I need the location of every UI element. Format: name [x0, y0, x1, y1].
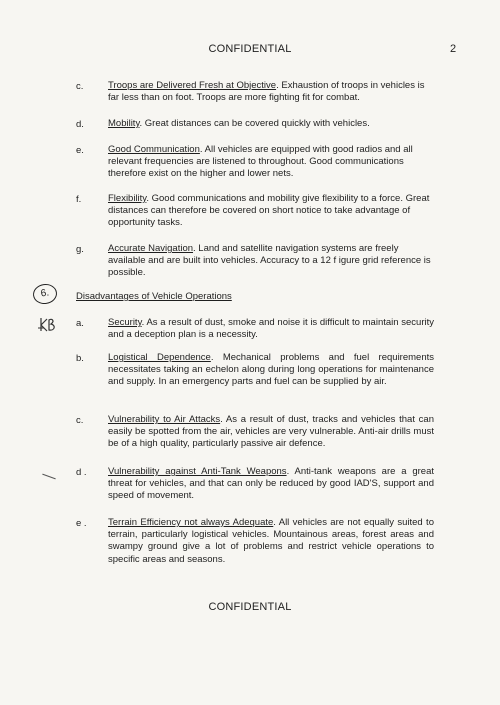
item-text — [108, 193, 434, 230]
item-body: . As a result of dust, tracks and vehicles that can easily be spotted from the air, vehicles are very vulnerable. Anti-air drills must be of a high quality, particularly passive air defence. — [108, 414, 434, 450]
item-label: e . — [76, 518, 87, 529]
item-heading: Good Communication — [108, 144, 200, 155]
item-heading: Terrain Efficiency not always Adequate — [108, 517, 274, 528]
section-number-circle: 6. — [32, 282, 59, 305]
item-body: . Good communications and mobility give flexibility to a force. Great distances can therefore be covered on short notice to take advantage of opportunity tasks. — [108, 193, 430, 229]
item-text — [108, 144, 434, 181]
item-label: f. — [76, 194, 82, 205]
item-heading: Mobility — [108, 118, 140, 129]
item-label: b. — [76, 353, 84, 364]
handwritten-stroke — [42, 474, 55, 480]
item-text — [108, 517, 434, 566]
item-heading: Logistical Dependence — [108, 352, 211, 363]
handwritten-initials-icon — [38, 316, 60, 334]
item-label: g. — [76, 244, 84, 255]
item-label: d . — [76, 467, 87, 478]
item-text — [108, 352, 434, 389]
item-text — [108, 118, 434, 130]
page-number: 2 — [450, 43, 457, 55]
item-text — [108, 80, 434, 104]
item-label: c. — [76, 81, 84, 92]
item-body: . Land and satellite navigation systems are freely available and are built into vehicles. Accuracy to a 12 f igure grid reference is possible. — [108, 243, 431, 279]
item-label: e. — [76, 145, 84, 156]
item-heading: Vulnerability against Anti-Tank Weapons — [108, 466, 287, 477]
item-heading: Vulnerability to Air Attacks — [108, 414, 221, 425]
item-body: . As a result of dust, smoke and noise it is difficult to maintain security and a deception plan is a necessity. — [108, 317, 434, 341]
item-body: . All vehicles are not equally suited to terrain, particularly logistical vehicles. Mountainous areas, forest areas and swampy ground give a lot of problems and restrict vehicle operations to specific areas and seasons. — [108, 517, 434, 565]
item-label: a. — [76, 318, 84, 329]
item-text — [108, 317, 434, 341]
item-label: d. — [76, 119, 84, 130]
item-heading: Security — [108, 317, 142, 328]
item-body: . Mechanical problems and fuel requirements necessitates taking an echelon along during long operations for maintenance and supply. In an emergency parts and fuel can be supplied by air. — [108, 352, 434, 388]
item-body: . Great distances can be covered quickly with vehicles. — [139, 118, 370, 129]
header-classification: CONFIDENTIAL — [208, 43, 292, 55]
item-label: c. — [76, 415, 84, 426]
item-heading: Accurate Navigation — [108, 243, 194, 254]
section-title: Disadvantages of Vehicle Operations — [76, 291, 232, 302]
item-body: . All vehicles are equipped with good radios and all relevant frequencies are listened to throughout. Good communications therefore exist on the higher and lower nets. — [108, 144, 413, 180]
item-text — [108, 466, 434, 503]
item-heading: Troops are Delivered Fresh at Objective — [108, 80, 277, 91]
footer-classification: CONFIDENTIAL — [208, 601, 292, 613]
item-text — [108, 243, 434, 280]
item-heading: Flexibility — [108, 193, 147, 204]
item-body: . Anti-tank weapons are a great threat for vehicles, and that can only be reduced by good IAD'S, support and speed of movement. — [108, 466, 434, 502]
item-text — [108, 414, 434, 451]
item-body: . Exhaustion of troops in vehicles is far less than on foot. Troops are more fighting fit for combat. — [108, 80, 425, 104]
